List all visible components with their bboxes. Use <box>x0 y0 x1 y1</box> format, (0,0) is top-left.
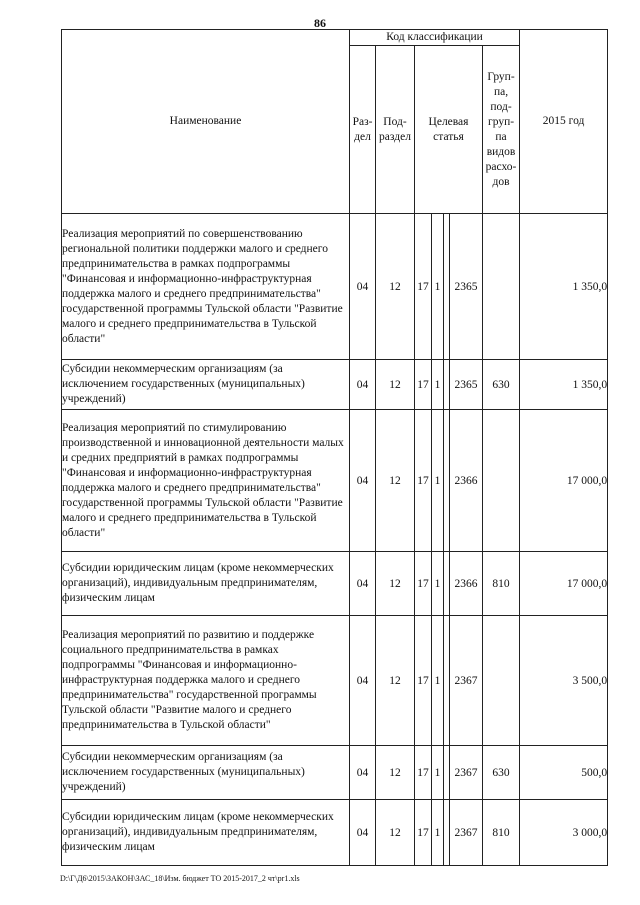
row-target-part4: 2367 <box>450 746 483 800</box>
row-target-part2: 1 <box>432 360 444 410</box>
header-name: Наименование <box>62 30 350 214</box>
row-expense-type: 630 <box>483 360 520 410</box>
row-name: Субсидии некоммерческим организациям (за исключением государственных (муниципальных) учреждений) <box>62 360 350 410</box>
row-razdel: 04 <box>350 410 376 552</box>
file-path-footer: D:\Г\Д6\2015\ЗАКОН\ЗАС_18\Изм. бюджет ТО 2015-2017_2 чт\pr1.xls <box>60 874 300 883</box>
row-name: Субсидии юридическим лицам (кроме некоммерческих организаций), индивидуальным предпринимателям, физическим лицам <box>62 800 350 866</box>
header-row-top <box>62 30 608 46</box>
row-target-part2: 1 <box>432 214 444 360</box>
row-razdel: 04 <box>350 360 376 410</box>
row-expense-type: 630 <box>483 746 520 800</box>
row-target-part2: 1 <box>432 800 444 866</box>
row-podrazdel: 12 <box>376 616 415 746</box>
header-expense-group: Груп- па, под- груп- па видов расхо- дов <box>483 46 520 214</box>
row-target-part4: 2367 <box>450 800 483 866</box>
row-target-part4: 2365 <box>450 214 483 360</box>
row-target-part1: 17 <box>415 214 432 360</box>
row-amount: 3 000,0 <box>520 800 608 866</box>
row-podrazdel: 12 <box>376 410 415 552</box>
row-razdel: 04 <box>350 552 376 616</box>
header-code-group: Код классификации <box>350 30 520 46</box>
row-podrazdel: 12 <box>376 360 415 410</box>
row-name: Реализация мероприятий по развитию и поддержке социального предпринимательства в рамках подпрограммы "Финансовая и информационно-инфраструктурная поддержка малого и среднего предпринимательства" государственной программы Тульской области "Развитие малого и среднего предпринимательства в Тульской области" <box>62 616 350 746</box>
row-target-part2: 1 <box>432 746 444 800</box>
row-razdel: 04 <box>350 616 376 746</box>
row-target-part1: 17 <box>415 616 432 746</box>
row-name: Реализация мероприятий по совершенствованию региональной политики поддержки малого и среднего предпринимательства в рамках подпрограммы "Финансовая и информационно-инфраструктурная поддержка малого и среднего предпринимательства" государственной программы Тульской области "Развитие малого и среднего предпринимательства в Тульской области" <box>62 214 350 360</box>
table-row <box>62 800 608 866</box>
row-target-part1: 17 <box>415 800 432 866</box>
table-row <box>62 214 608 360</box>
row-target-part4: 2365 <box>450 360 483 410</box>
row-razdel: 04 <box>350 746 376 800</box>
row-target-part1: 17 <box>415 360 432 410</box>
header-target-article: Целевая статья <box>415 46 483 214</box>
row-podrazdel: 12 <box>376 746 415 800</box>
row-razdel: 04 <box>350 214 376 360</box>
row-amount: 1 350,0 <box>520 360 608 410</box>
row-amount: 1 350,0 <box>520 214 608 360</box>
row-target-part2: 1 <box>432 616 444 746</box>
row-amount: 500,0 <box>520 746 608 800</box>
row-amount: 17 000,0 <box>520 410 608 552</box>
header-year: 2015 год <box>520 30 608 214</box>
row-expense-type: 810 <box>483 800 520 866</box>
row-razdel: 04 <box>350 800 376 866</box>
row-podrazdel: 12 <box>376 800 415 866</box>
row-expense-type <box>483 410 520 552</box>
row-name: Реализация мероприятий по стимулированию производственной и инновационной деятельности малых и средних предприятий в рамках подпрограммы "Финансовая и информационно-инфраструктурная поддержка малого и среднего предпринимательства" государственной программы Тульской области "Развитие малого и среднего предпринимательства в Тульской области" <box>62 410 350 552</box>
row-expense-type <box>483 214 520 360</box>
row-target-part2: 1 <box>432 552 444 616</box>
row-expense-type: 810 <box>483 552 520 616</box>
row-target-part4: 2367 <box>450 616 483 746</box>
row-target-part1: 17 <box>415 410 432 552</box>
row-expense-type <box>483 616 520 746</box>
row-target-part4: 2366 <box>450 552 483 616</box>
row-amount: 17 000,0 <box>520 552 608 616</box>
row-amount: 3 500,0 <box>520 616 608 746</box>
row-name: Субсидии юридическим лицам (кроме некоммерческих организаций), индивидуальным предпринимателям, физическим лицам <box>62 552 350 616</box>
table-row <box>62 616 608 746</box>
table-row <box>62 746 608 800</box>
header-podrazdel: Под- раздел <box>376 46 415 214</box>
row-target-part1: 17 <box>415 552 432 616</box>
page-number: 86 <box>314 16 326 30</box>
table-row <box>62 552 608 616</box>
row-target-part1: 17 <box>415 746 432 800</box>
row-target-part4: 2366 <box>450 410 483 552</box>
table-row <box>62 360 608 410</box>
table-row <box>62 410 608 552</box>
budget-table <box>61 29 608 866</box>
row-podrazdel: 12 <box>376 214 415 360</box>
row-target-part2: 1 <box>432 410 444 552</box>
row-name: Субсидии некоммерческим организациям (за исключением государственных (муниципальных) учреждений) <box>62 746 350 800</box>
header-razdel: Раз- дел <box>350 46 376 214</box>
row-podrazdel: 12 <box>376 552 415 616</box>
